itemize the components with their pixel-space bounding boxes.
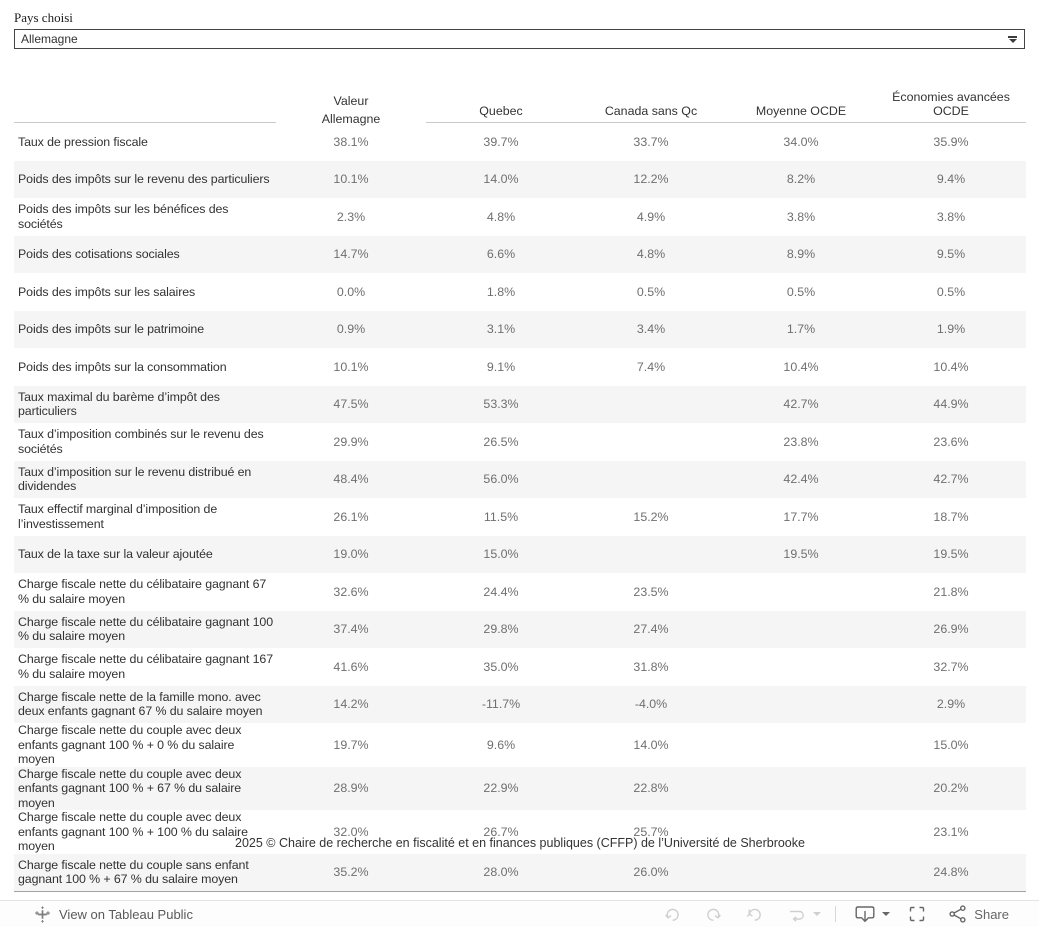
redo-icon	[704, 906, 723, 923]
revert-button[interactable]	[745, 906, 764, 923]
cell-value: 42.7%	[783, 397, 819, 412]
cell-value: 0.9%	[336, 322, 366, 337]
cell-value: 15.0%	[933, 737, 969, 752]
fullscreen-button[interactable]	[908, 905, 926, 923]
cell-value: 38.1%	[333, 134, 369, 149]
cell-value: 35.0%	[483, 659, 519, 674]
cell-value: 2.3%	[336, 209, 366, 224]
row-label: Taux effectif marginal d’imposition de l’investissement	[18, 502, 218, 531]
row-label: Taux d’imposition combinés sur le revenu des sociétés	[18, 427, 264, 456]
cell-value: 4.8%	[636, 247, 666, 262]
comparison-table	[14, 90, 1026, 892]
column-header-quebec: Quebec	[426, 90, 576, 123]
cell-value: 9.1%	[486, 359, 516, 374]
cell-value: 44.9%	[933, 397, 969, 412]
table-row	[14, 161, 1026, 199]
view-on-tableau-public-link[interactable]	[34, 906, 193, 923]
cell-value: 26.1%	[333, 509, 369, 524]
row-label: Poids des cotisations sociales	[18, 247, 180, 261]
cell-value: 14.2%	[333, 697, 369, 712]
table-row	[14, 723, 1026, 767]
row-label: Taux maximal du barème d’impôt des particuliers	[18, 389, 220, 419]
share-icon	[948, 904, 968, 924]
share-button[interactable]	[948, 904, 1009, 924]
cell-value: 9.4%	[936, 172, 966, 187]
cell-value: 10.4%	[783, 359, 819, 374]
revert-icon	[745, 906, 764, 923]
refresh-button[interactable]	[786, 906, 807, 923]
cell-value: 12.2%	[633, 172, 669, 187]
column-header-canada-sans-qc: Canada sans Qc	[576, 90, 726, 123]
cell-value: 22.8%	[633, 781, 669, 796]
cell-value: 35.2%	[276, 854, 426, 892]
cell-value: 19.7%	[333, 737, 369, 752]
header-row	[14, 90, 1026, 123]
cell-value: 14.0%	[633, 737, 669, 752]
table-row	[14, 423, 1026, 461]
cell-value: 42.7%	[933, 472, 969, 487]
cell-value: 19.5%	[783, 547, 819, 562]
download-icon	[854, 905, 876, 923]
cell-value: 29.9%	[333, 434, 369, 449]
cell-value	[726, 767, 876, 811]
column-header-moyenne-ocde: Moyenne OCDE	[726, 90, 876, 123]
cell-value: 3.8%	[936, 209, 966, 224]
table-row	[14, 648, 1026, 686]
cell-value	[726, 611, 876, 649]
cell-value: 48.4%	[333, 472, 369, 487]
share-button-label: Share	[974, 906, 1009, 922]
cell-value: 29.8%	[483, 622, 519, 637]
chevron-down-icon	[882, 912, 890, 916]
table-row	[14, 236, 1026, 274]
cell-value	[576, 536, 726, 574]
cell-value	[576, 386, 726, 424]
undo-icon	[663, 906, 682, 923]
row-label: Poids des impôts sur les bénéfices des sociétés	[18, 202, 229, 231]
cell-value: 3.1%	[486, 322, 516, 337]
column-header-economies-avancees-ocde: Économies avancées OCDE	[876, 90, 1026, 123]
toolbar-actions	[663, 904, 1009, 924]
download-menu-caret-button[interactable]	[882, 912, 890, 916]
fullscreen-icon	[908, 905, 926, 923]
cell-value	[726, 573, 876, 611]
cell-value: 26.5%	[483, 434, 519, 449]
cell-value	[726, 723, 876, 767]
row-label: Charge fiscale nette du célibataire gagnant 67 % du salaire moyen	[18, 577, 267, 606]
undo-button[interactable]	[663, 906, 682, 923]
row-label-column-header	[14, 90, 276, 123]
chevron-down-icon	[1008, 36, 1017, 43]
row-label: Charge fiscale nette du célibataire gagnant 100 % du salaire moyen	[18, 614, 273, 644]
cell-value: 22.9%	[483, 781, 519, 796]
row-label: Poids des impôts sur le revenu des particuliers	[18, 172, 270, 186]
table-row	[14, 273, 1026, 311]
valeur-column-header	[276, 90, 426, 126]
cell-value: 27.4%	[633, 622, 669, 637]
cell-value: 37.4%	[333, 622, 369, 637]
cell-value: 0.5%	[936, 284, 966, 299]
refresh-menu-caret-button[interactable]	[813, 912, 821, 916]
row-label: Taux d’imposition sur le revenu distribué en dividendes	[18, 464, 252, 494]
attribution-footer: 2025 © Chaire de recherche en fiscalité et en finances publiques (CFFP) de l’Université de Sherbrooke	[235, 836, 805, 850]
cell-value: 9.5%	[936, 247, 966, 262]
table-row	[14, 686, 1026, 724]
table-row	[14, 498, 1026, 536]
download-button[interactable]	[854, 905, 876, 923]
refresh-icon	[786, 906, 807, 923]
cell-value: 20.2%	[933, 781, 969, 796]
cell-value: 1.7%	[786, 322, 816, 337]
row-label: Poids des impôts sur la consommation	[18, 359, 227, 374]
cell-value: 56.0%	[483, 472, 519, 487]
cell-value: 4.8%	[486, 209, 516, 224]
cell-value: 32.6%	[333, 584, 369, 599]
cell-value: 25.7%	[633, 824, 669, 839]
table-row	[14, 198, 1026, 236]
cell-value: 41.6%	[333, 659, 369, 674]
cell-value	[726, 686, 876, 724]
cell-value: 19.0%	[333, 547, 369, 562]
cell-value: 26.0%	[576, 854, 726, 892]
row-label: Poids des impôts sur le patrimoine	[18, 322, 204, 336]
cell-value: 28.0%	[426, 854, 576, 892]
cell-value	[576, 423, 726, 461]
table-body	[14, 123, 1026, 892]
cell-value	[726, 854, 876, 892]
cell-value: 14.7%	[333, 247, 369, 262]
cell-value: 6.6%	[486, 247, 516, 262]
row-label: Taux de la taxe sur la valeur ajoutée	[18, 547, 213, 561]
cell-value: 47.5%	[333, 397, 369, 412]
cell-value: 23.6%	[933, 434, 969, 449]
cell-value: 34.0%	[783, 134, 819, 149]
tableau-logo-icon	[34, 906, 51, 923]
table-row	[14, 611, 1026, 649]
table-row	[14, 854, 1026, 892]
cell-value: 10.4%	[933, 359, 969, 374]
cell-value: 3.8%	[786, 209, 816, 224]
cell-value: 23.1%	[933, 824, 969, 839]
cell-value: 0.5%	[786, 284, 816, 299]
cell-value: 32.0%	[333, 824, 369, 839]
table-row	[14, 123, 1026, 161]
cell-value: 17.7%	[783, 509, 819, 524]
cell-value: 23.5%	[633, 584, 669, 599]
cell-value: 0.5%	[636, 284, 666, 299]
table-row	[14, 536, 1026, 574]
table-row	[14, 461, 1026, 499]
measure-header-label: Valeur	[333, 95, 369, 105]
cell-value: 32.7%	[933, 659, 969, 674]
cell-value: 8.9%	[786, 247, 816, 262]
cell-value: 1.9%	[936, 322, 966, 337]
cell-value: 53.3%	[483, 397, 519, 412]
cell-value	[726, 648, 876, 686]
cell-value: 2.9%	[936, 697, 966, 712]
cell-value: 10.1%	[333, 172, 369, 187]
cell-value: 9.6%	[486, 737, 516, 752]
cell-value: 35.9%	[933, 134, 969, 149]
table-row	[14, 573, 1026, 611]
redo-button[interactable]	[704, 906, 723, 923]
cell-value: 26.7%	[483, 824, 519, 839]
cell-value: 26.9%	[933, 622, 969, 637]
cell-value: 33.7%	[633, 134, 669, 149]
cell-value: 7.4%	[636, 359, 666, 374]
cell-value: -11.7%	[481, 697, 521, 712]
cell-value: 10.1%	[333, 359, 369, 374]
cell-value: 3.4%	[636, 322, 666, 337]
table-row	[14, 767, 1026, 811]
row-label: Charge fiscale nette de la famille mono. avec deux enfants gagnant 67 % du salaire moyen	[18, 689, 263, 719]
cell-value: 24.8%	[876, 854, 1026, 892]
row-label: Charge fiscale nette du couple avec deux enfants gagnant 100 % + 0 % du salaire moyen	[18, 723, 242, 766]
cell-value: 0.0%	[336, 284, 366, 299]
view-on-tableau-public-label: View on Tableau Public	[59, 906, 193, 922]
cell-value	[576, 461, 726, 499]
parameter-label: Pays choisi	[14, 10, 73, 25]
row-label: Charge fiscale nette du célibataire gagnant 167 % du salaire moyen	[18, 652, 273, 681]
table-row	[14, 348, 1026, 386]
row-label: Taux de pression fiscale	[18, 134, 148, 149]
cell-value: 39.7%	[483, 134, 519, 149]
cell-value: 14.0%	[483, 172, 519, 187]
cell-value: 8.2%	[786, 172, 816, 187]
cell-value: 4.9%	[636, 209, 666, 224]
cell-value: 24.4%	[483, 584, 519, 599]
country-subheader: Allemagne	[276, 112, 426, 129]
cell-value: 1.8%	[486, 284, 516, 299]
row-label: Charge fiscale nette du couple avec deux enfants gagnant 100 % + 100 % du salaire moyen	[18, 810, 248, 853]
table-row	[14, 386, 1026, 424]
cell-value: 21.8%	[933, 584, 969, 599]
cell-value: 11.5%	[483, 509, 519, 524]
country-dropdown[interactable]	[14, 29, 1025, 49]
cell-value: 15.2%	[633, 509, 669, 524]
table-row	[14, 311, 1026, 349]
chevron-down-icon	[813, 912, 821, 916]
row-label: Charge fiscale nette du couple sans enfant gagnant 100 % + 67 % du salaire moyen	[14, 854, 276, 892]
cell-value: 23.8%	[783, 434, 819, 449]
cell-value: -4.0%	[634, 697, 668, 712]
cell-value: 28.9%	[333, 781, 369, 796]
cell-value: 42.4%	[783, 472, 819, 487]
row-label: Poids des impôts sur les salaires	[18, 284, 196, 299]
tableau-toolbar	[0, 900, 1039, 927]
country-dropdown-value: Allemagne	[21, 32, 78, 46]
cell-value: 19.5%	[933, 547, 969, 562]
cell-value: 18.7%	[933, 509, 969, 524]
cell-value: 15.0%	[483, 547, 519, 562]
cell-value: 31.8%	[633, 659, 669, 674]
toolbar-divider	[835, 906, 836, 922]
row-label: Charge fiscale nette du couple avec deux enfants gagnant 100 % + 67 % du salaire moyen	[18, 766, 242, 810]
